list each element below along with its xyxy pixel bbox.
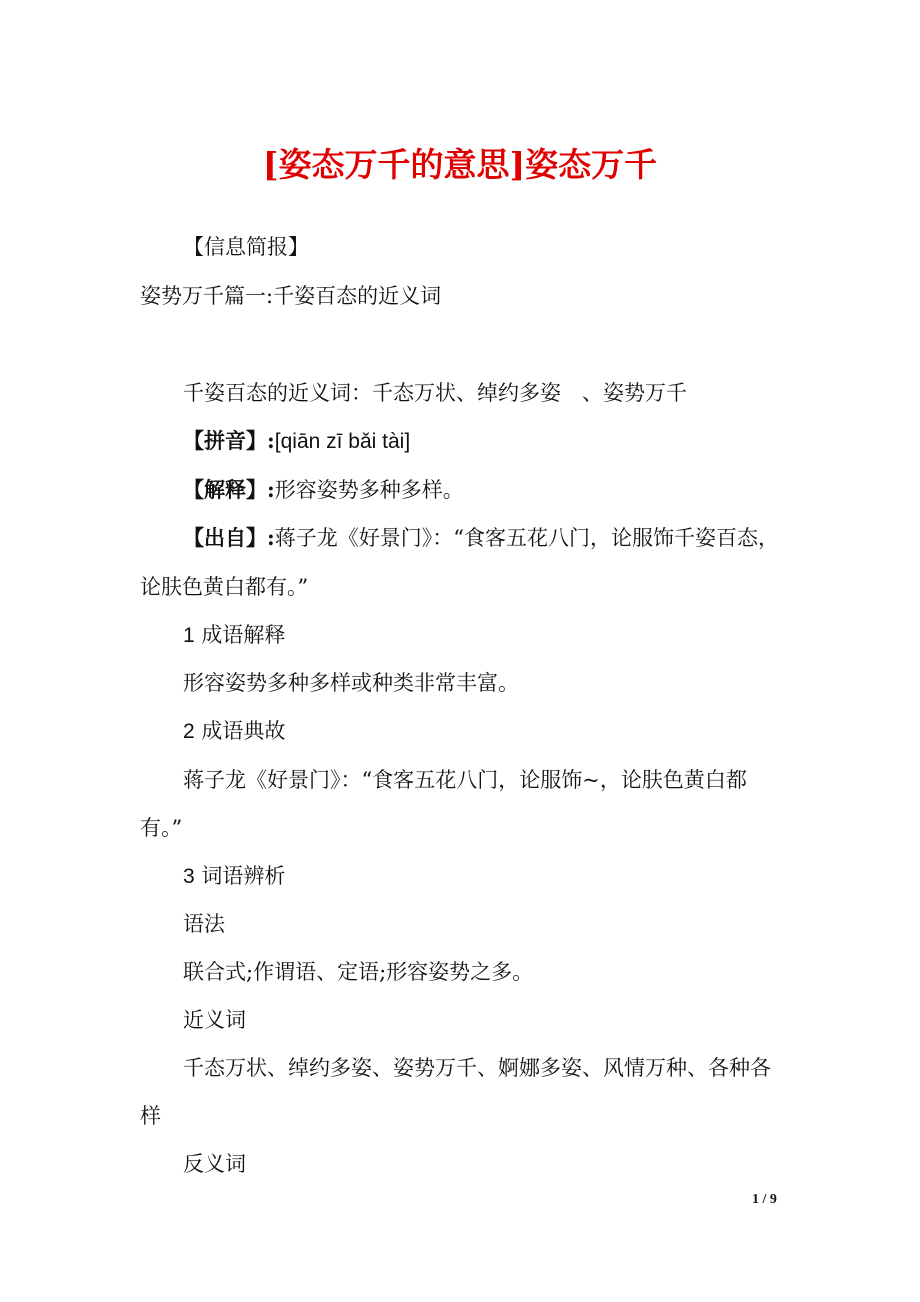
idiom-allusion-body-line1: 蒋子龙《好景门》：“食客五花八门，论服饰~，论肤色黄白都 — [183, 768, 747, 792]
idiom-explanation-body: 形容姿势多种多样或种类非常丰富。 — [183, 671, 519, 695]
grammar-label: 语法 — [183, 912, 225, 936]
synonyms-line1: 千态万状、绰约多姿、姿势万千、婀娜多姿、风情万种、各种各 — [183, 1056, 771, 1080]
word-analysis-number: 3 — [183, 865, 195, 888]
pinyin-value: [qiān zī bǎi tài] — [274, 430, 411, 453]
origin-label: 【出自】: — [183, 525, 275, 550]
explanation-value: 形容姿势多种多样。 — [274, 478, 464, 502]
idiom-allusion-number: 2 — [183, 720, 195, 743]
origin-value-line1: 蒋子龙《好景门》：“食客五花八门，论服饰千姿百态， — [274, 526, 779, 550]
info-header: 【信息简报】 — [183, 235, 309, 259]
idiom-allusion-body-line2: 有。” — [140, 816, 183, 840]
word-analysis-heading — [183, 862, 285, 891]
explanation-line — [183, 476, 464, 504]
word-analysis-title: 词语辨析 — [201, 864, 286, 888]
synonyms-line2: 样 — [140, 1104, 161, 1128]
pinyin-line — [183, 427, 410, 456]
grammar-body: 联合式;作谓语、定语;形容姿势之多。 — [183, 960, 534, 984]
section-heading: 姿势万千篇一:千姿百态的近义词 — [140, 284, 442, 308]
idiom-explanation-heading — [183, 621, 285, 650]
page-number: 1 / 9 — [752, 1192, 777, 1207]
pinyin-label: 【拼音】: — [183, 428, 275, 453]
idiom-explanation-number: 1 — [183, 624, 195, 647]
idiom-allusion-title: 成语典故 — [201, 719, 286, 743]
antonyms-label: 反义词 — [183, 1152, 246, 1176]
synonyms-label: 近义词 — [183, 1008, 246, 1032]
origin-line — [183, 524, 779, 552]
origin-value-line2: 论肤色黄白都有。” — [140, 575, 309, 599]
idiom-allusion-heading — [183, 717, 285, 746]
document-title: [姿态万千的意思]姿态万千 — [262, 145, 658, 184]
idiom-explanation-title: 成语解释 — [201, 623, 286, 647]
synonyms-intro: 千姿百态的近义词：千态万状、绰约多姿 、姿势万千 — [183, 381, 687, 405]
explanation-label: 【解释】: — [183, 477, 275, 502]
